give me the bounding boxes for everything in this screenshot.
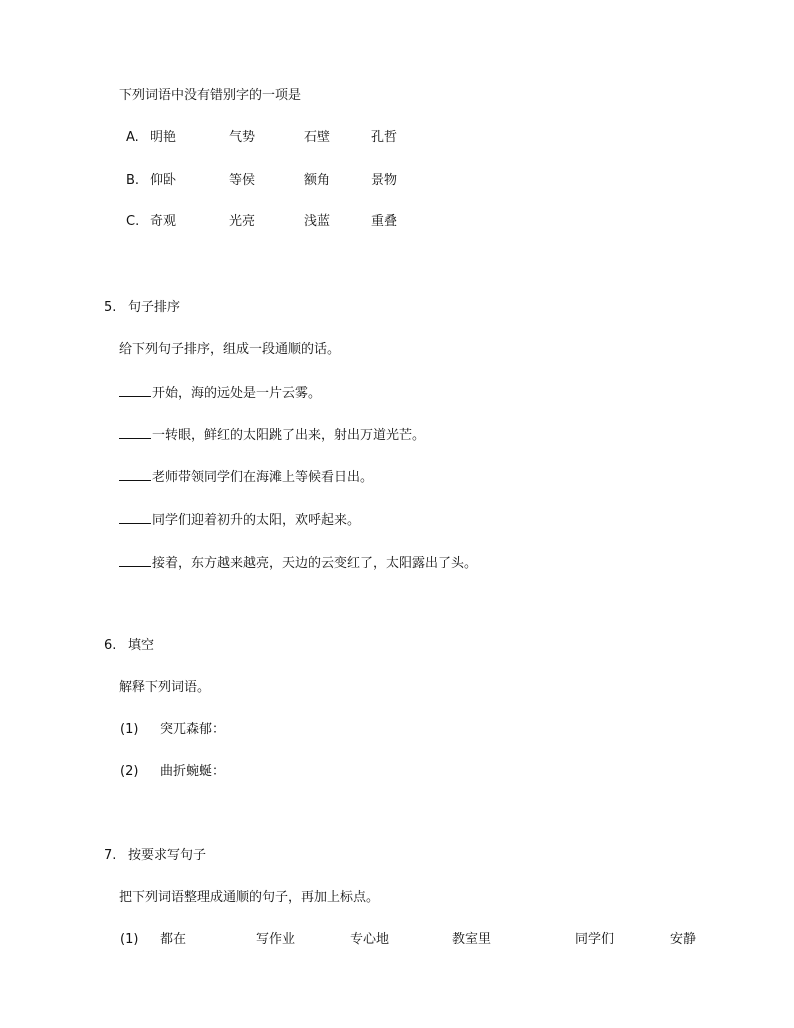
sentence-item: 接着，东方越来越亮，天边的云变红了，太阳露出了头。	[119, 554, 477, 572]
q6-number: 6.	[104, 638, 117, 653]
q5-title: 句子排序	[128, 300, 181, 315]
q6-instruction: 解释下列词语。	[119, 680, 211, 695]
word-card: 安静	[670, 932, 697, 947]
sentence-item: 同学们迎着初升的太阳，欢呼起来。	[119, 511, 360, 529]
option-letter: C.	[126, 214, 140, 229]
word-card: 同学们	[575, 932, 615, 947]
option-word: 光亮	[229, 214, 256, 229]
q4-prompt: 下列词语中没有错别字的一项是	[119, 88, 302, 103]
answer-blank[interactable]	[119, 511, 151, 524]
option-word: 石壁	[304, 130, 331, 145]
sentence-item: 老师带领同学们在海滩上等候看日出。	[119, 468, 373, 486]
q6-item-text[interactable]: 突兀森郁：	[160, 722, 226, 737]
q6-title: 填空	[128, 638, 155, 653]
sentence-item: 开始，海的远处是一片云雾。	[119, 384, 321, 402]
word-card: 都在	[160, 932, 187, 947]
answer-blank[interactable]	[119, 554, 151, 567]
q7-number: 7.	[104, 848, 117, 863]
option-word: 明艳	[150, 130, 177, 145]
q5-instruction: 给下列句子排序，组成一段通顺的话。	[119, 342, 341, 357]
q7-item-number: (1)	[120, 932, 139, 947]
option-word: 景物	[371, 173, 398, 188]
option-word: 孔哲	[371, 130, 398, 145]
answer-blank[interactable]	[119, 468, 151, 481]
option-letter: B.	[126, 173, 140, 188]
option-letter: A.	[126, 130, 139, 145]
sentence-item: 一转眼，鲜红的太阳跳了出来，射出万道光芒。	[119, 426, 425, 444]
q5-number: 5.	[104, 300, 117, 315]
option-word: 仰卧	[150, 173, 177, 188]
q6-item-number: (2)	[120, 764, 139, 779]
q7-instruction: 把下列词语整理成通顺的句子，再加上标点。	[119, 890, 380, 905]
q6-item-text[interactable]: 曲折蜿蜒：	[160, 764, 226, 779]
word-card: 教室里	[452, 932, 492, 947]
option-word: 额角	[304, 173, 331, 188]
option-word: 重叠	[371, 214, 398, 229]
option-word: 气势	[229, 130, 256, 145]
option-word: 浅蓝	[304, 214, 331, 229]
q6-item-number: (1)	[120, 722, 139, 737]
q7-title: 按要求写句子	[128, 848, 207, 863]
option-word: 等侯	[229, 173, 256, 188]
word-card: 专心地	[350, 932, 390, 947]
answer-blank[interactable]	[119, 384, 151, 397]
option-word: 奇观	[150, 214, 177, 229]
word-card: 写作业	[256, 932, 296, 947]
answer-blank[interactable]	[119, 426, 151, 439]
